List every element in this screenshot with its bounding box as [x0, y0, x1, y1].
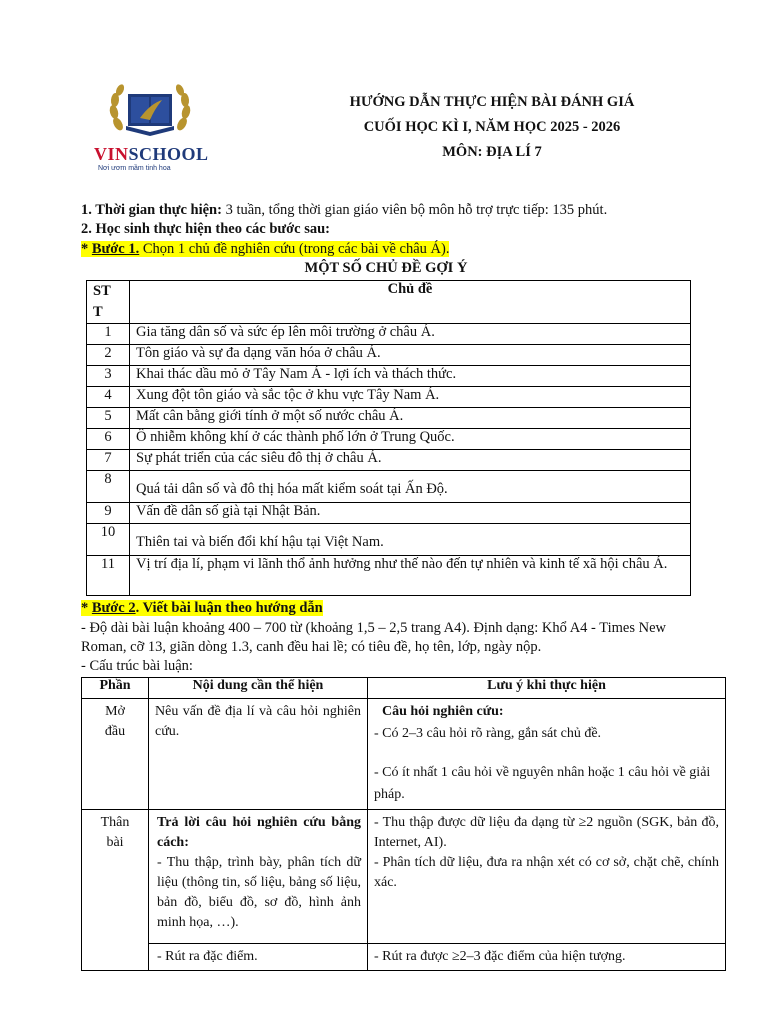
topics-table [86, 280, 691, 596]
topic-text: Sự phát triển của các siêu đô thị ở châu Á. [130, 450, 691, 471]
body-content-title: Trả lời câu hỏi nghiên cứu bằng cách: [157, 815, 361, 850]
topic-row [87, 503, 691, 524]
topic-row [87, 450, 691, 471]
col-content-header: Nội dung cần thể hiện [149, 678, 368, 699]
body-content [149, 810, 368, 944]
topic-text: Mất cân bằng giới tính ở một số nước châu Á. [130, 408, 691, 429]
topic-number: 10 [87, 524, 130, 556]
length-guidelines: - Độ dài bài luận khoảng 400 – 700 từ (khoảng 1,5 – 2,5 trang A4). Định dạng: Khổ A4 - Times New Roman, cỡ 13, giãn dòng 1.3, canh đều hai lề; có tiêu đề, họ tên, lớp, ngày nộp. [81, 620, 666, 655]
body-note-1: - Thu thập được dữ liệu đa dạng từ ≥2 nguồn (SGK, bản đồ, Internet, AI). [374, 815, 719, 850]
step-2-star: * [81, 600, 92, 616]
topic-row [87, 429, 691, 450]
topic-text: Gia tăng dân số và sức ép lên môi trường ở châu Á. [130, 324, 691, 345]
topic-text: Quá tải dân số và đô thị hóa mất kiểm soát tại Ấn Độ. [130, 471, 691, 503]
col-note-header: Lưu ý khi thực hiện [368, 678, 726, 699]
intro-note-2: - Có ít nhất 1 câu hỏi về nguyên nhân hoặc 1 câu hỏi về giải pháp. [374, 765, 711, 802]
body-content-2: - Rút ra đặc điểm. [149, 944, 368, 971]
col-part-header: Phần [82, 678, 149, 699]
body-note-3: - Rút ra được ≥2–3 đặc điểm của hiện tượng. [368, 944, 726, 971]
steps-intro [81, 220, 701, 239]
topic-number: 4 [87, 387, 130, 408]
stt-header: STT [87, 281, 130, 324]
time-label: 1. Thời gian thực hiện: [81, 202, 222, 218]
logo-tagline: Nơi ươm mầm tinh hoa [98, 165, 171, 172]
intro-row [82, 699, 726, 810]
step-1 [81, 240, 701, 259]
topic-row [87, 471, 691, 503]
body-note-2: - Phân tích dữ liệu, đưa ra nhận xét có cơ sở, chặt chẽ, chính xác. [374, 855, 719, 890]
step-1-highlight [81, 241, 449, 257]
step-2-text: . Viết bài luận theo hướng dẫn [135, 600, 323, 616]
topic-number: 8 [87, 471, 130, 503]
intro-note-1: - Có 2–3 câu hỏi rõ ràng, gắn sát chủ đề. [374, 726, 602, 741]
body-content-text: - Thu thập, trình bày, phân tích dữ liệu (thông tin, số liệu, bảng số liệu, bản đồ, biểu đồ, sơ đồ, hình ảnh minh họa, …). [157, 855, 361, 930]
vinschool-logo [88, 76, 212, 176]
step-1-label: Bước 1. [91, 241, 140, 257]
topic-text: Ô nhiễm không khí ở các thành phố lớn ở Trung Quốc. [130, 429, 691, 450]
intro-part: Mở đầu [82, 699, 149, 810]
steps-label: 2. Học sinh thực hiện theo các bước sau: [81, 221, 330, 237]
structure-label: - Cấu trúc bài luận: [81, 658, 193, 674]
body-row [82, 810, 726, 944]
header-line-3: MÔN: ĐỊA LÍ 7 [442, 144, 542, 160]
topic-text: Tôn giáo và sự đa dạng văn hóa ở châu Á. [130, 345, 691, 366]
intro-note [368, 699, 726, 810]
topic-number: 9 [87, 503, 130, 524]
structure-table [81, 677, 726, 971]
topic-number: 1 [87, 324, 130, 345]
topic-number: 5 [87, 408, 130, 429]
topics-title: MỘT SỐ CHỦ ĐỀ GỢI Ý [304, 260, 468, 276]
logo-name: VINSCHOOL [94, 144, 209, 164]
topic-row [87, 524, 691, 556]
step-2-label: Bước 2 [91, 600, 136, 616]
topic-text: Vấn đề dân số già tại Nhật Bản. [130, 503, 691, 524]
topic-text: Thiên tai và biến đổi khí hậu tại Việt Nam. [130, 524, 691, 556]
topic-row [87, 345, 691, 366]
intro-content: Nêu vấn đề địa lí và câu hỏi nghiên cứu. [149, 699, 368, 810]
topic-row [87, 556, 691, 596]
topic-row [87, 324, 691, 345]
topic-header: Chủ đề [130, 281, 691, 324]
time-text: 3 tuần, tổng thời gian giáo viên bộ môn hỗ trợ trực tiếp: 135 phút. [221, 202, 608, 218]
topic-number: 2 [87, 345, 130, 366]
step-1-star: * [81, 241, 92, 257]
intro-note-title: Câu hỏi nghiên cứu: [382, 704, 504, 719]
step-2-highlight [81, 600, 323, 616]
time-info [81, 201, 701, 220]
body-note [368, 810, 726, 944]
step-2 [81, 599, 701, 618]
topic-text: Xung đột tôn giáo và sắc tộc ở khu vực Tây Nam Á. [130, 387, 691, 408]
topic-number: 7 [87, 450, 130, 471]
topic-row [87, 408, 691, 429]
header-line-2: CUỐI HỌC KÌ I, NĂM HỌC 2025 - 2026 [363, 119, 621, 135]
topic-row [87, 366, 691, 387]
topic-number: 3 [87, 366, 130, 387]
topic-row [87, 387, 691, 408]
header-line-1: HƯỚNG DẪN THỰC HIỆN BÀI ĐÁNH GIÁ [349, 94, 635, 110]
body-part: Thân bài [82, 810, 149, 971]
topic-number: 6 [87, 429, 130, 450]
step-1-text: Chọn 1 chủ đề nghiên cứu (trong các bài về châu Á). [139, 241, 450, 257]
body-row-2 [82, 944, 726, 971]
topic-text: Khai thác dầu mỏ ở Tây Nam Á - lợi ích và thách thức. [130, 366, 691, 387]
document-header [300, 90, 684, 165]
topic-text: Vị trí địa lí, phạm vi lãnh thổ ảnh hưởng như thế nào đến tự nhiên và kinh tế xã hội châu Á. [130, 556, 691, 596]
topic-number: 11 [87, 556, 130, 596]
